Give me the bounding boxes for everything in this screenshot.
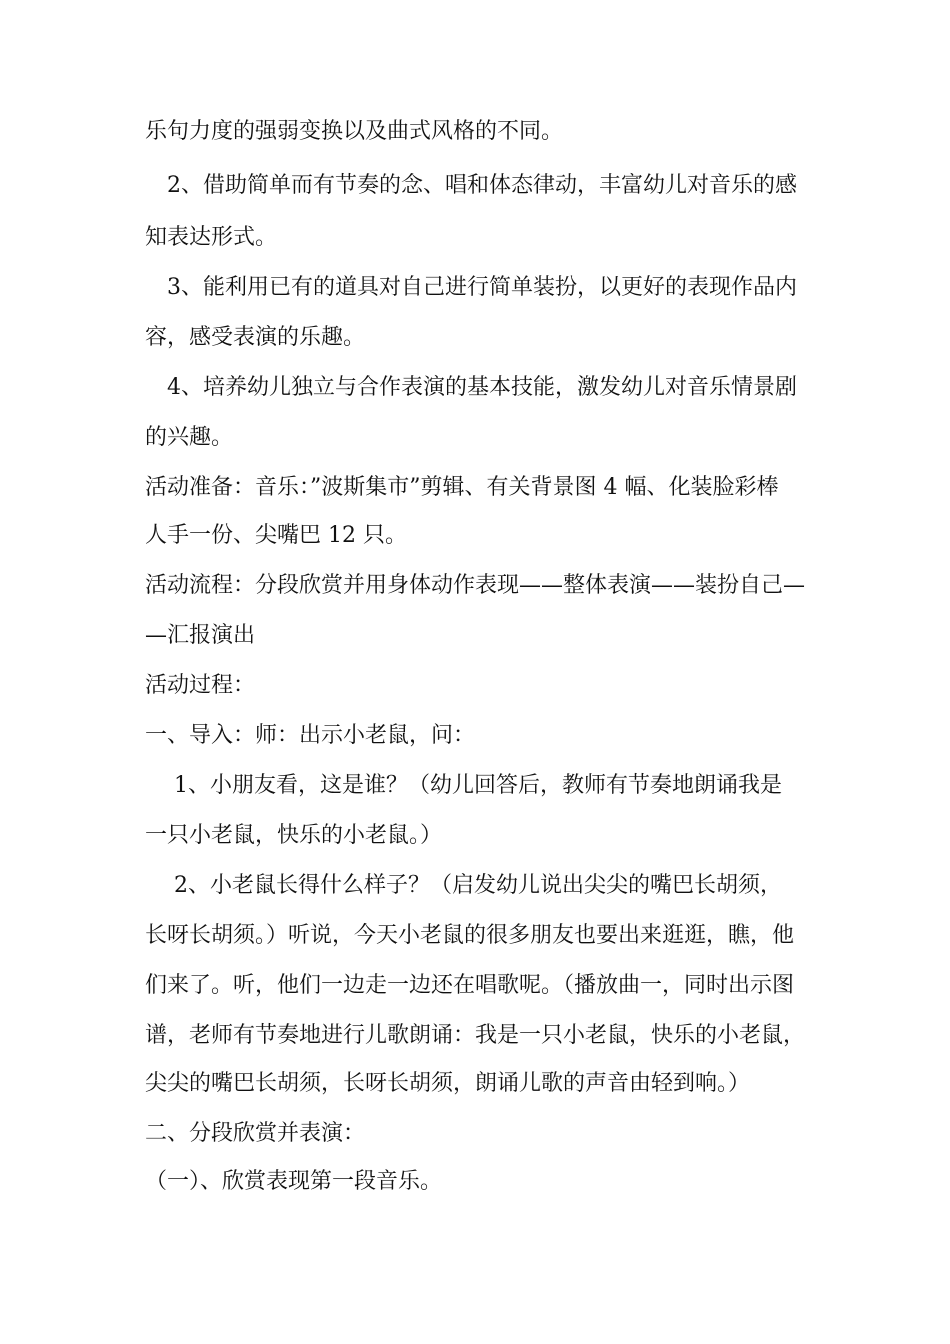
text-line: 2、借助简单而有节奏的念、唱和体态律动，丰富幼儿对音乐的感 <box>145 173 797 198</box>
text-line: 人手一份、尖嘴巴 12 只。 <box>145 523 407 548</box>
text-line: 4、培养幼儿独立与合作表演的基本技能，激发幼儿对音乐情景剧 <box>145 375 797 400</box>
text-line: 知表达形式。 <box>145 225 278 250</box>
text-line: 的兴趣。 <box>145 425 234 450</box>
text-line: 尖尖的嘴巴长胡须，长呀长胡须，朗诵儿歌的声音由轻到响。） <box>145 1071 751 1096</box>
text-line: 2、小老鼠长得什么样子？（启发幼儿说出尖尖的嘴巴长胡须， <box>145 873 782 898</box>
text-line: 活动过程： <box>145 673 256 698</box>
text-line: 乐句力度的强弱变换以及曲式风格的不同。 <box>145 119 564 144</box>
text-line: 一只小老鼠，快乐的小老鼠。） <box>145 823 443 848</box>
text-line: 一、导入：师：出示小老鼠，问： <box>145 723 476 748</box>
text-line: 活动流程：分段欣赏并用身体动作表现——整体表演——装扮自己— <box>145 573 806 598</box>
text-line: 1、小朋友看，这是谁？（幼儿回答后，教师有节奏地朗诵我是 <box>145 773 782 798</box>
text-line: （一）、欣赏表现第一段音乐。 <box>145 1169 443 1194</box>
text-line: 们来了。听，他们一边走一边还在唱歌呢。（播放曲一，同时出示图 <box>145 973 795 998</box>
text-line: 容，感受表演的乐趣。 <box>145 325 366 350</box>
text-line: 3、能利用已有的道具对自己进行简单装扮，以更好的表现作品内 <box>145 275 797 300</box>
text-line: —汇报演出 <box>145 623 256 648</box>
text-line: 长呀长胡须。）听说，今天小老鼠的很多朋友也要出来逛逛，瞧，他 <box>145 923 795 948</box>
text-line: 活动准备：音乐：”波斯集市”剪辑、有关背景图 4 幅、化装脸彩棒 <box>145 475 779 500</box>
text-line: 二、分段欣赏并表演： <box>145 1121 366 1146</box>
text-line: 谱，老师有节奏地进行儿歌朗诵：我是一只小老鼠，快乐的小老鼠， <box>145 1023 806 1048</box>
